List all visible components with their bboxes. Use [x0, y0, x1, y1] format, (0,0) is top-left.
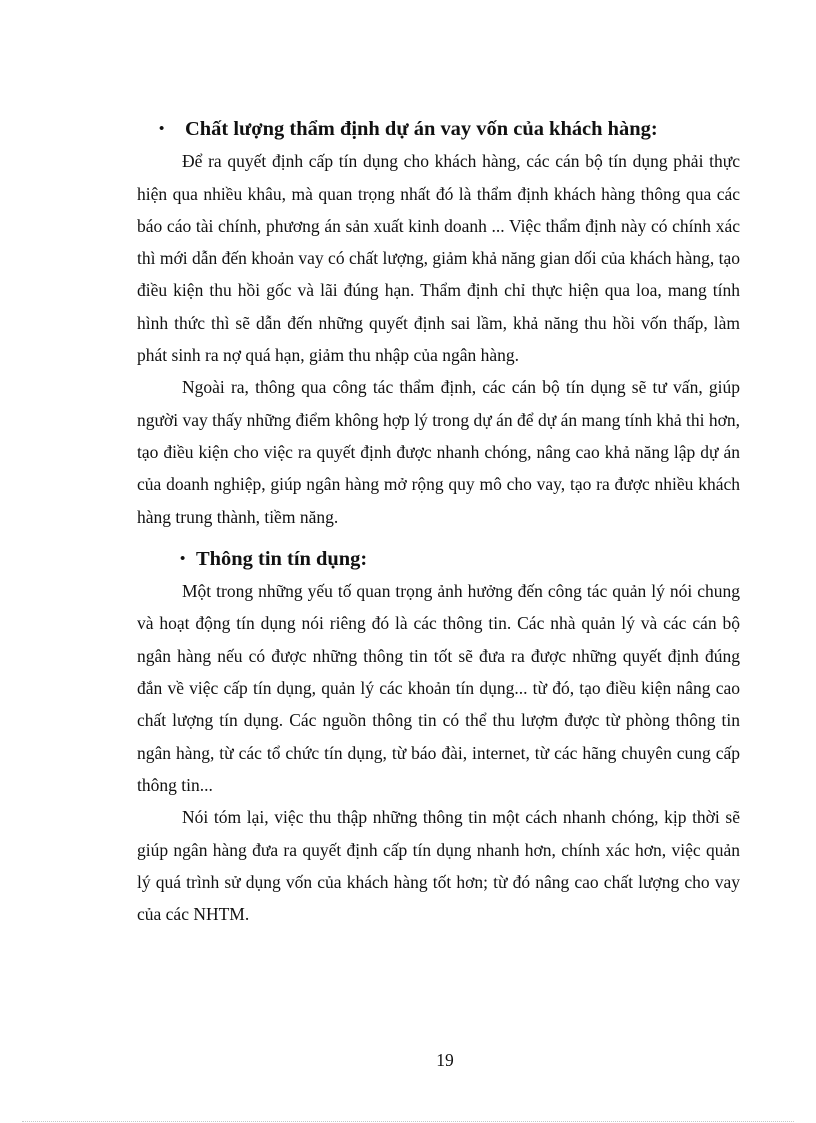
section-heading-credit-information [137, 543, 740, 575]
page-content [137, 113, 740, 930]
paragraph: Để ra quyết định cấp tín dụng cho khách hàng, các cán bộ tín dụng phải thực hiện qua nhiều khâu, mà quan trọng nhất đó là thẩm định khách hàng thông qua các báo cáo tài chính, phương án sản xuất kinh doanh ... Việc thẩm định này có chính xác thì mới dẫn đến khoản vay có chất lượng, giảm khả năng gian dối của khách hàng, tạo điều kiện thu hồi gốc và lãi đúng hạn. Thẩm định chỉ thực hiện qua loa, mang tính hình thức thì sẽ dẫn đến những quyết định sai lầm, khả năng thu hồi vốn thấp, làm phát sinh ra nợ quá hạn, giảm thu nhập của ngân hàng. [137, 151, 740, 366]
section-heading-credit-appraisal [137, 113, 740, 145]
heading-text: Thông tin tín dụng: [196, 547, 368, 570]
page-bottom-divider [22, 1121, 794, 1122]
paragraph: Một trong những yếu tố quan trọng ảnh hưởng đến công tác quản lý nói chung và hoạt động tín dụng nói riêng đó là các thông tin. Các nhà quản lý và các cán bộ ngân hàng nếu có được những thông tin tốt sẽ đưa ra được những quyết định đúng đắn về việc cấp tín dụng, quản lý các khoản tín dụng... từ đó, tạo điều kiện nâng cao chất lượng tín dụng. Các nguồn thông tin có thể thu lượm được từ phòng thông tin ngân hàng, từ các tổ chức tín dụng, từ báo đài, internet, từ các hãng chuyên cung cấp thông tin... [137, 581, 740, 795]
paragraph: Ngoài ra, thông qua công tác thẩm định, các cán bộ tín dụng sẽ tư vấn, giúp người vay thấy những điểm không hợp lý trong dự án để dự án mang tính khả thi hơn, tạo điều kiện cho việc ra quyết định được nhanh chóng, nâng cao khả năng lập dự án của doanh nghiệp, giúp ngân hàng mở rộng quy mô cho vay, tạo ra được nhiều khách hàng trung thành, tiềm năng. [137, 377, 740, 527]
paragraph: Nói tóm lại, việc thu thập những thông tin một cách nhanh chóng, kịp thời sẽ giúp ngân hàng đưa ra quyết định cấp tín dụng nhanh hơn, chính xác hơn, việc quản lý quá trình sử dụng vốn của khách hàng tốt hơn; từ đó nâng cao chất lượng cho vay của các NHTM. [137, 807, 740, 925]
bullet-icon: • [180, 550, 186, 567]
heading-text: Chất lượng thẩm định dự án vay vốn của khách hàng: [185, 118, 658, 140]
bullet-icon: • [159, 121, 165, 137]
page-number: 19 [436, 1050, 454, 1070]
